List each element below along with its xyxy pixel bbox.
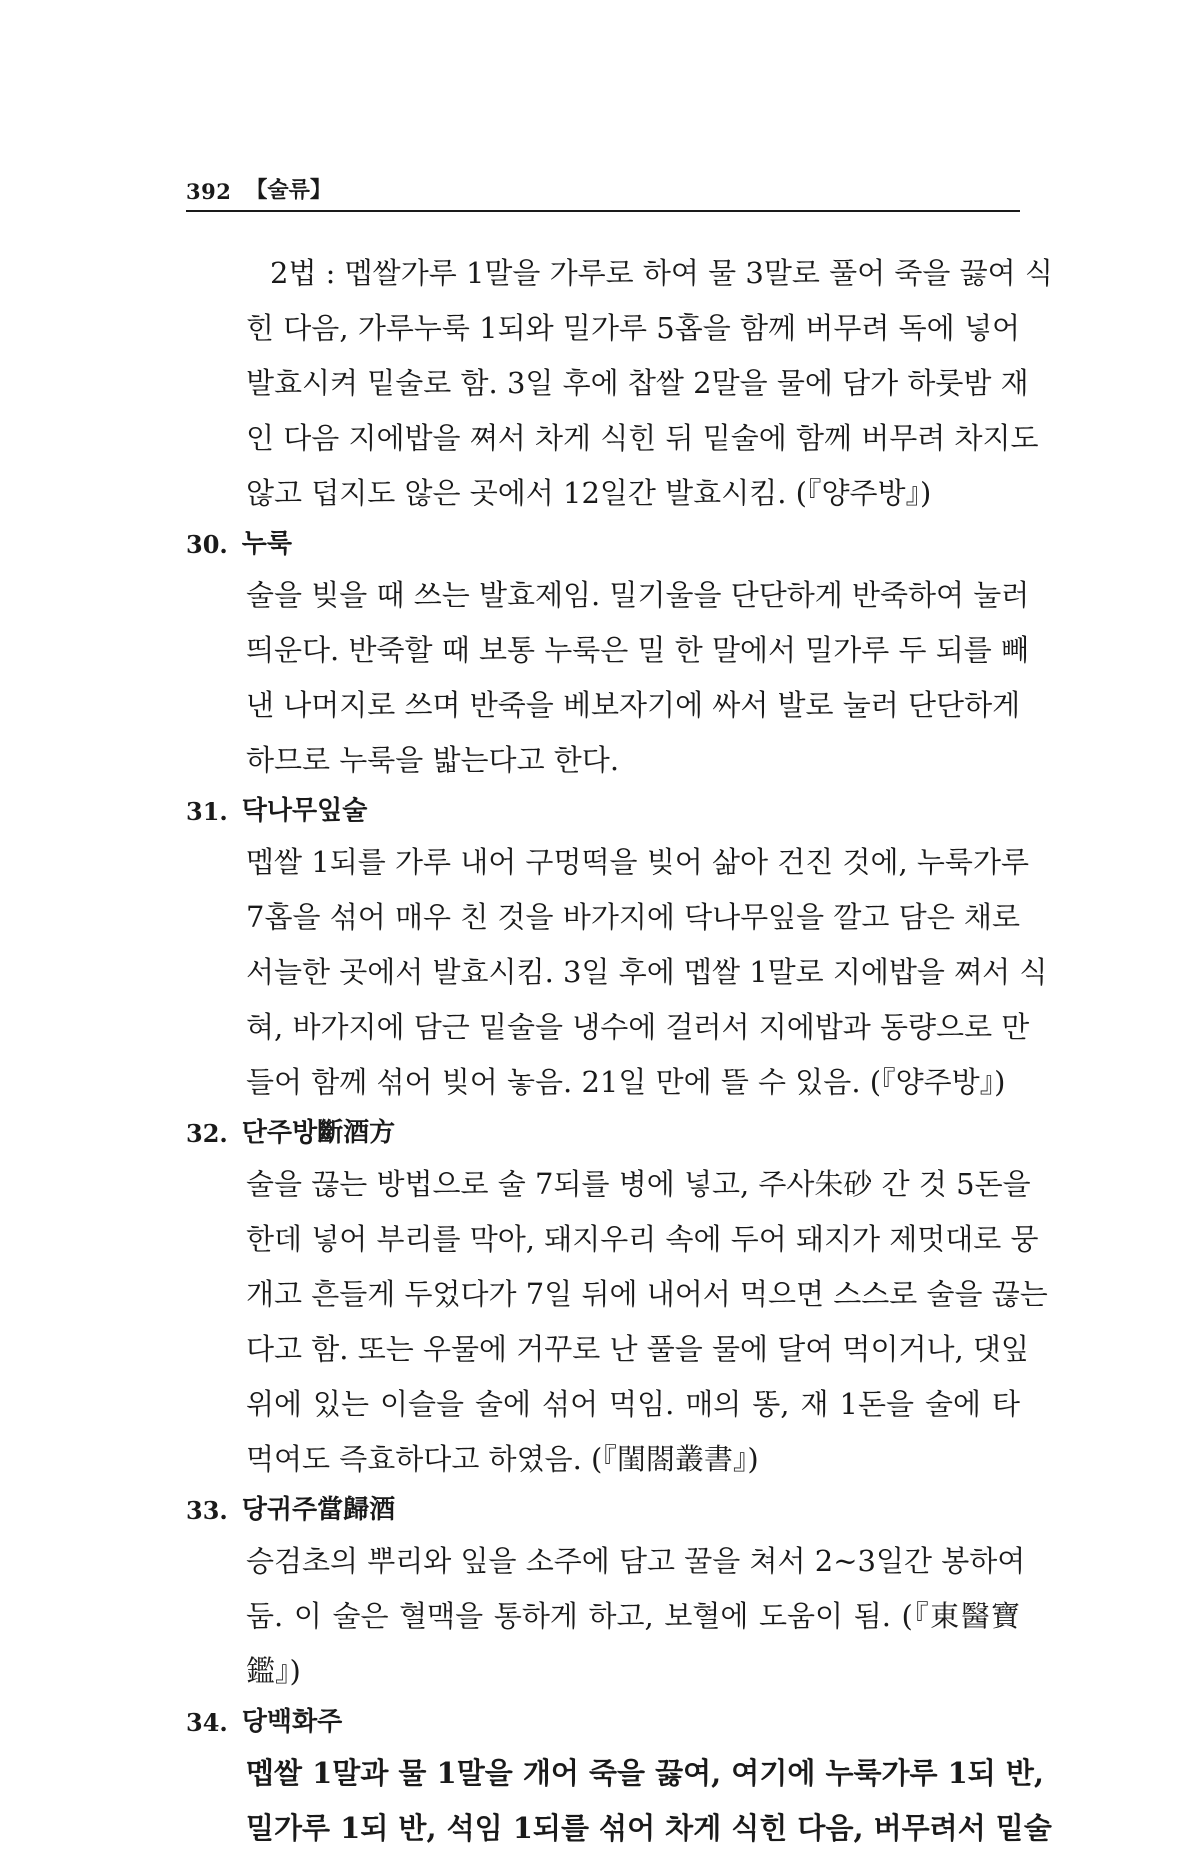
header-rule [186, 210, 1020, 212]
text-line: 7홉을 섞어 매우 친 것을 바가지에 닥나무잎을 깔고 담은 채로 [246, 900, 1020, 934]
entry-heading [186, 788, 1020, 835]
text-line: 2법 : 멥쌀가루 1말을 가루로 하여 물 3말로 풀어 죽을 끓여 식 [270, 256, 1053, 290]
entry-number: 34. [186, 1708, 228, 1737]
text-line: 술을 끊는 방법으로 술 7되를 병에 넣고, 주사朱砂 간 것 5돈을 [246, 1167, 1031, 1201]
entry-title: 닥나무잎술 [241, 796, 368, 826]
entry-number: 32. [186, 1119, 228, 1148]
entry-text [186, 835, 1048, 1110]
text-line: 먹여도 즉효하다고 하였음. (『閨閤叢書』) [246, 1442, 759, 1476]
entry-heading [186, 1110, 1020, 1157]
text-line: 발효시켜 밑술로 함. 3일 후에 찹쌀 2말을 물에 담가 하룻밤 재 [246, 366, 1029, 400]
text-line: 않고 덥지도 않은 곳에서 12일간 발효시킴. (『양주방』) [246, 476, 932, 510]
section-title: 【술류】 [245, 177, 332, 203]
text-line: 낸 나머지로 쓰며 반죽을 베보자기에 싸서 발로 눌러 단단하게 [246, 688, 1021, 722]
entry-30 [186, 521, 1030, 788]
entry-34 [186, 1699, 1052, 1856]
text-line: 밀가루 1되 반, 석임 1되를 섞어 차게 식힌 다음, 버무려서 밑술 [246, 1811, 1052, 1845]
running-head [186, 168, 1020, 204]
entry-text [186, 1746, 1052, 1856]
entry-number: 33. [186, 1496, 228, 1525]
text-line: 멥쌀 1말과 물 1말을 개어 죽을 끓여, 여기에 누룩가루 1되 반, [246, 1756, 1044, 1790]
text-line: 둠. 이 술은 혈맥을 통하게 하고, 보혈에 도움이 됨. (『東醫寶 [246, 1599, 1020, 1633]
text-line: 다고 함. 또는 우물에 거꾸로 난 풀을 물에 달여 먹이거나, 댓잎 [246, 1332, 1029, 1366]
entry-33 [186, 1487, 1026, 1699]
entry-title: 누룩 [241, 529, 292, 559]
text-line: 인 다음 지에밥을 쪄서 차게 식힌 뒤 밑술에 함께 버무려 차지도 [246, 421, 1039, 455]
text-line: 힌 다음, 가루누룩 1되와 밀가루 5홉을 함께 버무려 독에 넣어 [246, 311, 1020, 345]
entry-text [186, 1534, 1026, 1699]
entry-title: 당귀주當歸酒 [241, 1495, 396, 1525]
entry-title: 단주방斷酒方 [241, 1118, 396, 1148]
text-line: 鑑』) [246, 1654, 301, 1688]
text-line: 서늘한 곳에서 발효시킴. 3일 후에 멥쌀 1말로 지에밥을 쪄서 식 [246, 955, 1048, 989]
entry-heading [186, 521, 1020, 568]
text-line: 한데 넣어 부리를 막아, 돼지우리 속에 두어 돼지가 제멋대로 뭉 [246, 1222, 1039, 1256]
text-line: 개고 흔들게 두었다가 7일 뒤에 내어서 먹으면 스스로 술을 끊는 [246, 1277, 1048, 1311]
text-line: 혀, 바가지에 담근 밑술을 냉수에 걸러서 지에밥과 동량으로 만 [246, 1010, 1030, 1044]
continuation-paragraph [186, 246, 1053, 521]
entry-32 [186, 1110, 1048, 1487]
text-line: 술을 빚을 때 쓰는 발효제임. 밀기울을 단단하게 반죽하여 눌러 [246, 578, 1030, 612]
entry-number: 30. [186, 530, 228, 559]
entry-number: 31. [186, 797, 228, 826]
text-line: 하므로 누룩을 밟는다고 한다. [246, 743, 620, 777]
entry-heading [186, 1699, 1020, 1746]
entry-text [186, 568, 1030, 788]
entry-title: 당백화주 [241, 1707, 343, 1737]
text-line: 승검초의 뿌리와 잎을 소주에 담고 꿀을 쳐서 2~3일간 봉하여 [246, 1544, 1026, 1578]
entry-31 [186, 788, 1048, 1110]
page-number: 392 [186, 179, 232, 204]
entry-text [186, 1157, 1048, 1487]
text-line: 띄운다. 반죽할 때 보통 누룩은 밀 한 말에서 밀가루 두 되를 빼 [246, 633, 1029, 667]
text-line: 위에 있는 이슬을 술에 섞어 먹임. 매의 똥, 재 1돈을 술에 타 [246, 1387, 1020, 1421]
text-line: 들어 함께 섞어 빚어 놓음. 21일 만에 뜰 수 있음. (『양주방』) [246, 1065, 1006, 1099]
entry-heading [186, 1487, 1020, 1534]
page-body [186, 246, 1053, 1856]
text-line: 멥쌀 1되를 가루 내어 구멍떡을 빚어 삶아 건진 것에, 누룩가루 [246, 845, 1029, 879]
